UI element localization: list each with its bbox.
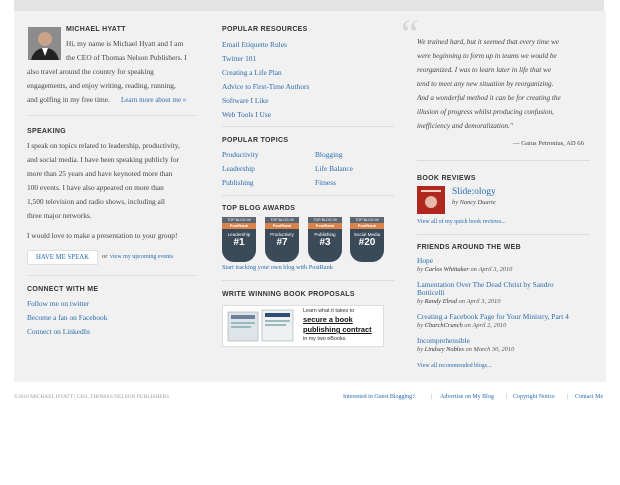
award-badge[interactable] bbox=[265, 217, 299, 262]
friends-heading: FRIENDS AROUND THE WEB bbox=[417, 244, 521, 251]
topic-link[interactable]: Life Balance bbox=[315, 164, 353, 173]
footer-link-contact[interactable]: Contact Me bbox=[575, 394, 604, 400]
quote-text: illusion of progress whilst producing confusion, bbox=[417, 108, 554, 116]
all-blogs-link[interactable]: View all recommended blogs... bbox=[417, 363, 492, 369]
badge-category: Publishing bbox=[314, 232, 336, 237]
connect-heading: CONNECT WITH ME bbox=[27, 286, 99, 293]
speaking-text: I speak on topics related to leadership, productivity, bbox=[27, 141, 180, 150]
resource-link[interactable]: Web Tools I Use bbox=[222, 110, 272, 119]
badge-rank: #7 bbox=[276, 237, 288, 248]
or-text: or bbox=[102, 253, 108, 260]
badge-category: Social Media bbox=[353, 232, 381, 237]
awards-heading: TOP BLOG AWARDS bbox=[222, 205, 296, 212]
postrank-link[interactable]: Start tracking your own blog with PostRank bbox=[222, 264, 333, 271]
quote-text: tend to meet any new situation by reorganizing. bbox=[417, 80, 554, 88]
speaking-text: more than 25 years and have keynoted more than bbox=[27, 169, 173, 178]
quote-mark-icon: “ bbox=[401, 11, 419, 56]
speaking-text: 100 events. I have also appeared on more than bbox=[27, 183, 164, 192]
topic-link[interactable]: Blogging bbox=[315, 150, 343, 159]
badge-top: TOP BLOG 09 bbox=[222, 217, 256, 223]
footer-divider: | bbox=[431, 394, 433, 400]
speaking-text: and social media. I have been speaking publicly for bbox=[27, 155, 180, 164]
book-title-link[interactable]: Slide:ology bbox=[452, 187, 496, 197]
speaking-heading: SPEAKING bbox=[27, 128, 66, 135]
have-me-speak-button[interactable]: HAVE ME SPEAK bbox=[27, 250, 98, 265]
divider bbox=[222, 126, 394, 127]
ebook-covers-icon bbox=[226, 309, 296, 343]
friend-post-link[interactable]: Incomprehensible bbox=[417, 336, 470, 345]
topics-heading: POPULAR TOPICS bbox=[222, 137, 289, 144]
topic-link[interactable]: Fitness bbox=[315, 178, 336, 187]
badge-rank: #1 bbox=[233, 237, 245, 248]
promo-line: Learn what it takes to bbox=[303, 308, 355, 314]
upcoming-events-link[interactable]: view my upcoming events bbox=[110, 254, 174, 260]
divider bbox=[417, 234, 590, 235]
topic-link[interactable]: Leadership bbox=[222, 164, 255, 173]
divider bbox=[222, 280, 394, 281]
divider bbox=[222, 195, 394, 196]
speaking-invite: I would love to make a presentation to your group! bbox=[27, 231, 178, 240]
about-text: also travel around the country for speaking bbox=[27, 67, 154, 76]
linkedin-link[interactable]: Connect on LinkedIn bbox=[27, 327, 90, 336]
footer-link-advertise[interactable]: Advertise on My Blog bbox=[440, 394, 494, 400]
resource-link[interactable]: Software I Like bbox=[222, 96, 269, 105]
badge-rank: #3 bbox=[319, 237, 331, 248]
quote-text: inefficiency and demoralization." bbox=[417, 122, 513, 130]
about-text: Hi, my name is Michael Hyatt and I am bbox=[66, 39, 184, 48]
quote-text: We trained hard, but it seemed that every time we bbox=[417, 38, 559, 46]
resource-link[interactable]: Creating a Life Plan bbox=[222, 68, 282, 77]
book-reviews-heading: BOOK REVIEWS bbox=[417, 175, 476, 182]
badge-top: TOP BLOG 09 bbox=[308, 217, 342, 223]
award-badge[interactable] bbox=[308, 217, 342, 262]
avatar bbox=[28, 27, 61, 60]
divider bbox=[27, 275, 197, 276]
friend-post-meta: by ChurchCrunch on April 2, 2010 bbox=[417, 322, 507, 329]
top-bar bbox=[14, 0, 604, 11]
footer-link-copyright[interactable]: Copyright Notice bbox=[513, 394, 555, 400]
quote-text: reorganized. I was to learn later in life that we bbox=[417, 66, 552, 74]
divider bbox=[27, 115, 197, 116]
friend-post-link[interactable]: Lamentation Over The Dead Christ by Sandro bbox=[417, 280, 554, 289]
footer-link-guest-blogging[interactable]: Interested in Guest Blogging? bbox=[343, 394, 415, 400]
resources-heading: POPULAR RESOURCES bbox=[222, 26, 308, 33]
divider bbox=[417, 160, 590, 161]
friend-post-meta: by Randy Elrod on April 3, 2010 bbox=[417, 298, 501, 305]
facebook-link[interactable]: Become a fan on Facebook bbox=[27, 313, 108, 322]
about-heading: MICHAEL HYATT bbox=[66, 26, 126, 33]
resource-link[interactable]: Email Etiquette Rules bbox=[222, 40, 287, 49]
book-cover-image[interactable] bbox=[417, 186, 445, 214]
friend-post-link[interactable]: Creating a Facebook Page for Your Ministry, Part 4 bbox=[417, 312, 569, 321]
badge-rank: #20 bbox=[358, 237, 376, 248]
friend-post-link[interactable]: Hope bbox=[417, 256, 434, 265]
friend-post-meta: by Lindsey Nobles on March 30, 2010 bbox=[417, 346, 515, 353]
award-badge[interactable] bbox=[350, 217, 384, 262]
proposals-heading: WRITE WINNING BOOK PROPOSALS bbox=[222, 291, 355, 298]
badge-brand: PostRank bbox=[265, 223, 299, 229]
badge-category: Leadership bbox=[227, 232, 251, 237]
friend-post-meta: by Carlos Whittaker on April 3, 2010 bbox=[417, 266, 513, 273]
about-text: the CEO of Thomas Nelson Publishers. I bbox=[66, 53, 187, 62]
badge-top: TOP BLOG 09 bbox=[350, 217, 384, 223]
promo-line: in my two eBooks. bbox=[303, 336, 347, 342]
badge-brand: PostRank bbox=[350, 223, 384, 229]
badge-category: Productivity bbox=[270, 232, 294, 237]
award-badge[interactable] bbox=[222, 217, 256, 262]
resource-link[interactable]: Advice to First-Time Authors bbox=[222, 82, 310, 91]
learn-more-link[interactable]: Learn more about me » bbox=[121, 96, 187, 104]
ebook-promo-banner[interactable] bbox=[222, 305, 384, 347]
topic-link[interactable]: Publishing bbox=[222, 178, 254, 187]
quote-author: — Gaius Petronius, AD 66 bbox=[513, 140, 584, 147]
footer-divider: | bbox=[567, 394, 569, 400]
badge-brand: PostRank bbox=[308, 223, 342, 229]
speaking-text: 1,500 television and radio shows, including all bbox=[27, 197, 165, 206]
friend-post-link[interactable]: Botticelli bbox=[417, 288, 445, 297]
about-text: engagements, and enjoy writing, reading, running, bbox=[27, 81, 176, 90]
promo-line: secure a book bbox=[303, 315, 353, 324]
about-text: and golfing in my free time. bbox=[27, 95, 110, 104]
badge-brand: PostRank bbox=[222, 223, 256, 229]
topic-link[interactable]: Productivity bbox=[222, 150, 259, 159]
book-author: by Nancy Duarte bbox=[452, 199, 496, 206]
twitter-link[interactable]: Follow me on twitter bbox=[27, 299, 90, 308]
promo-line: publishing contract bbox=[303, 325, 372, 334]
resource-link[interactable]: Twitter 101 bbox=[222, 54, 257, 63]
badge-top: TOP BLOG 09 bbox=[265, 217, 299, 223]
quote-text: were beginning to form up in teams we would be bbox=[417, 52, 557, 60]
footer-divider: | bbox=[506, 394, 508, 400]
speaking-text: three major networks. bbox=[27, 211, 92, 220]
footer-copyright: ©2010 MICHAEL HYATT | CEO, THOMAS NELSON PUBLISHERS bbox=[14, 394, 170, 400]
all-reviews-link[interactable]: View all of my quick book reviews... bbox=[417, 219, 506, 225]
quote-text: And a wonderful method it can be for creating the bbox=[417, 94, 561, 102]
